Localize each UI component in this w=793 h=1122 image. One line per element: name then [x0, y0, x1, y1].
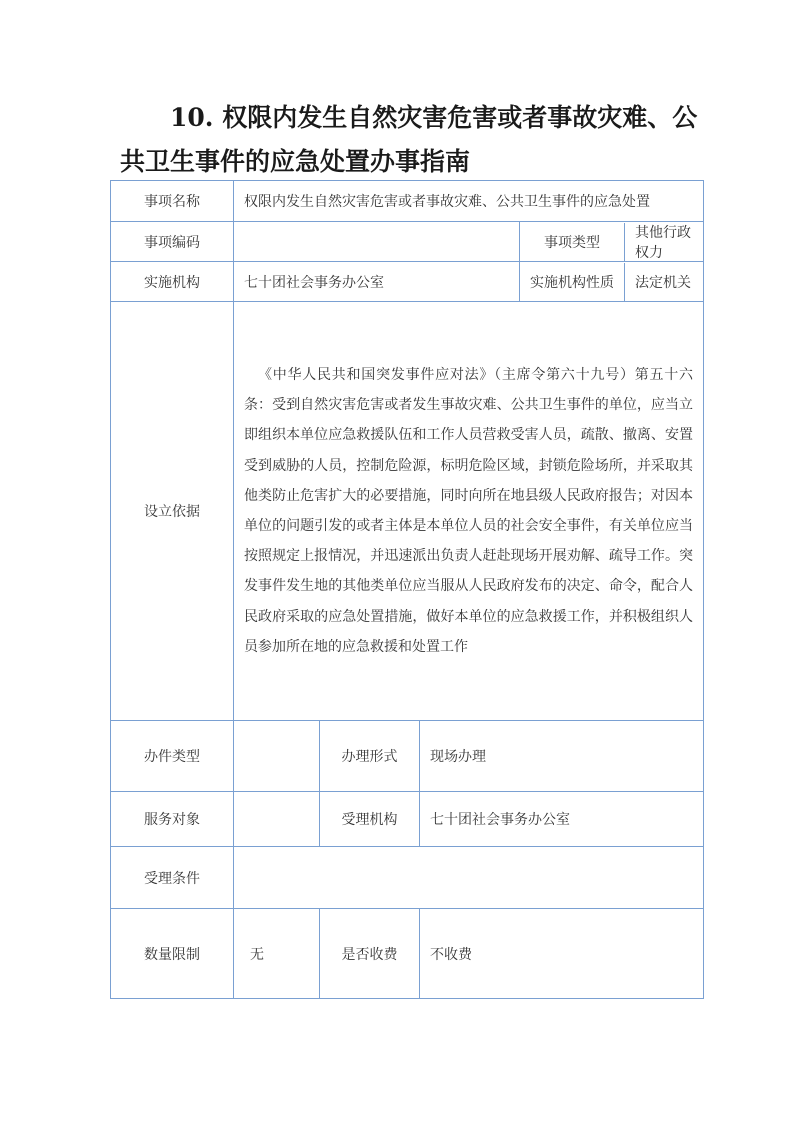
row-quantity [111, 909, 704, 999]
org-label: 实施机构 [111, 262, 234, 302]
quantity-value: 无 [234, 909, 320, 999]
row-basis [111, 302, 704, 721]
item-code-value [234, 222, 520, 262]
title-line-2: 共卫生事件的应急处置办事指南 [120, 147, 471, 176]
fee-value: 不收费 [420, 909, 704, 999]
row-org [111, 262, 704, 302]
case-type-value [234, 721, 320, 792]
handling-form-label: 办理形式 [320, 721, 420, 792]
handling-form-value: 现场办理 [420, 721, 704, 792]
org-nature-label: 实施机构性质 [520, 263, 625, 301]
guide-table [110, 180, 704, 999]
item-code-label: 事项编码 [111, 222, 234, 262]
target-label: 服务对象 [111, 792, 234, 847]
quantity-label: 数量限制 [111, 909, 234, 999]
page-title [120, 96, 710, 184]
title-line-1: 10. 权限内发生自然灾害危害或者事故灾难、公 [170, 103, 698, 132]
conditions-value [234, 847, 704, 909]
item-type-label: 事项类型 [520, 223, 625, 261]
accept-org-value: 七十团社会事务办公室 [420, 792, 704, 847]
case-type-label: 办件类型 [111, 721, 234, 792]
basis-label: 设立依据 [111, 302, 234, 721]
org-nature-value: 法定机关 [635, 274, 691, 291]
accept-org-label: 受理机构 [320, 792, 420, 847]
row-item-code [111, 222, 704, 262]
org-value: 七十团社会事务办公室 [234, 262, 520, 302]
row-case-type [111, 721, 704, 792]
conditions-label: 受理条件 [111, 847, 234, 909]
item-name-value: 权限内发生自然灾害危害或者事故灾难、公共卫生事件的应急处置 [234, 181, 704, 222]
fee-label: 是否收费 [320, 909, 420, 999]
row-target [111, 792, 704, 847]
target-value [234, 792, 320, 847]
basis-text: 《中华人民共和国突发事件应对法》（主席令第六十九号）第五十六条：受到自然灾害危害或者发生事故灾难、公共卫生事件的单位，应当立即组织本单位应急救援队伍和工作人员营救受害人员，疏散、撤离、安置受到威胁的人员，控制危险源，标明危险区域，封锁危险场所，并采取其他类防止危害扩大的必要措施，同时向所在地县级人民政府报告；对因本单位的问题引发的或者主体是本单位人员的社会安全事件，有关单位应当按照规定上报情况，并迅速派出负责人赶赴现场开展劝解、疏导工作。突发事件发生地的其他类单位应当服从人民政府发布的决定、命令，配合人民政府采取的应急处置措施，做好本单位的应急救援工作，并积极组织人员参加所在地的应急救援和处置工作 [244, 366, 693, 655]
item-type-value: 其他行政权力 [635, 224, 691, 261]
row-item-name [111, 181, 704, 222]
item-name-label: 事项名称 [111, 181, 234, 222]
row-conditions [111, 847, 704, 909]
